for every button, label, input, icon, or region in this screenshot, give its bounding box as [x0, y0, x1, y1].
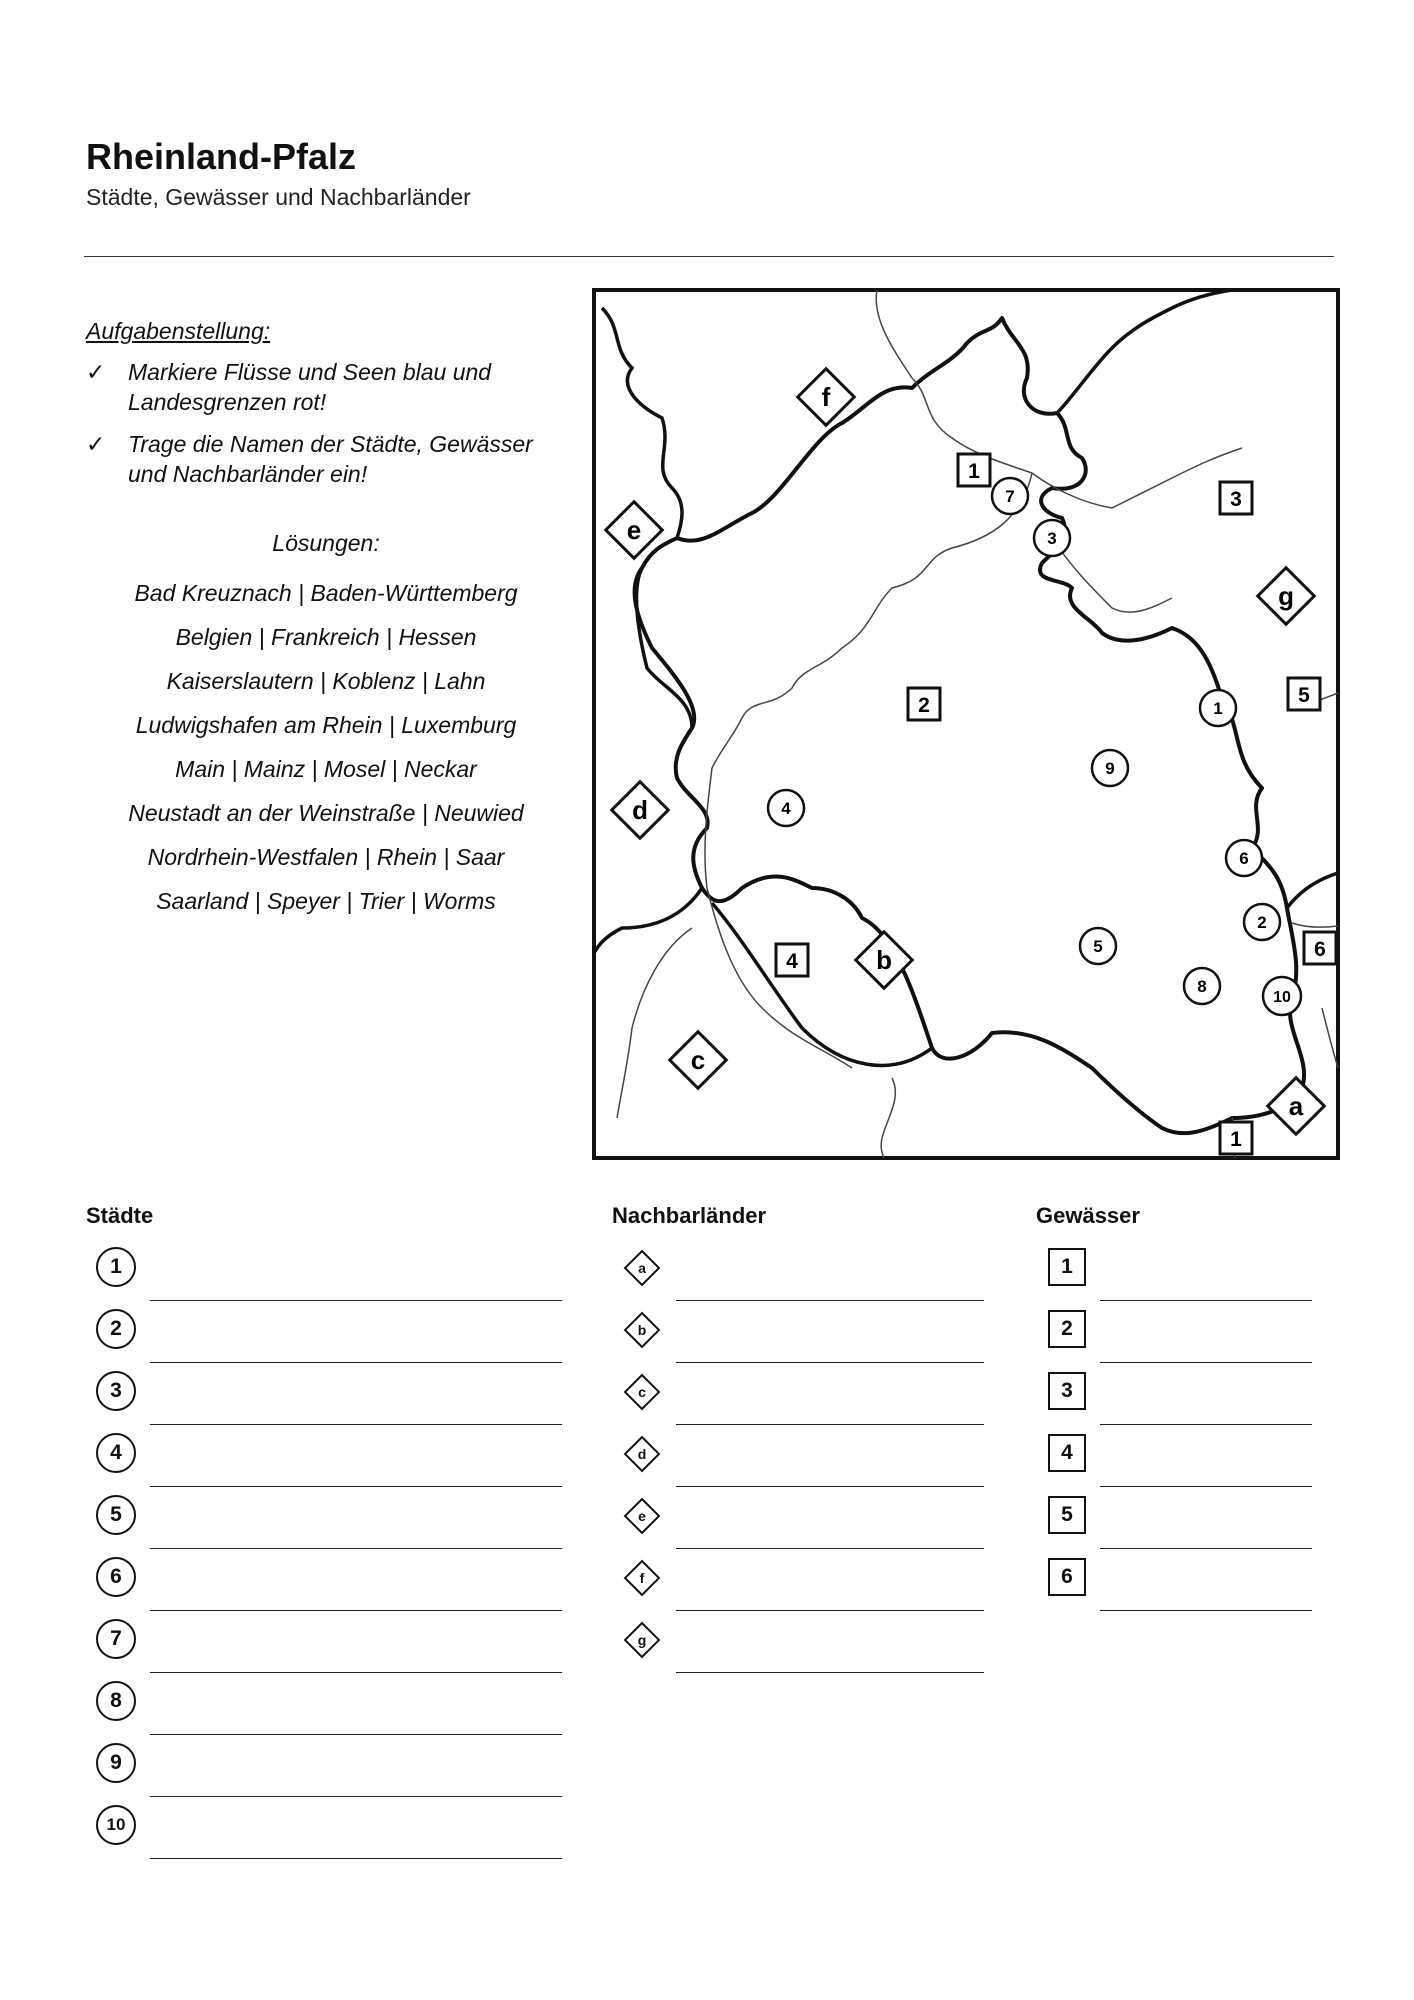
checkmark-icon: ✓ [86, 431, 106, 457]
city-number: 8 [96, 1681, 136, 1721]
water-answer-line[interactable] [1100, 1362, 1312, 1363]
city-marker-label: 5 [1093, 937, 1103, 956]
water-number: 5 [1048, 1496, 1086, 1534]
city-marker [1034, 520, 1070, 556]
task-item [86, 429, 566, 489]
city-marker-label: 2 [1257, 913, 1267, 932]
water-number: 4 [1048, 1434, 1086, 1472]
city-number: 5 [96, 1495, 136, 1535]
checkmark-icon: ✓ [86, 359, 106, 385]
city-answer-line[interactable] [150, 1362, 562, 1363]
water-answer-line[interactable] [1100, 1424, 1312, 1425]
water-marker-label: 4 [786, 950, 798, 973]
country-marker-label: b [876, 945, 892, 975]
task-heading: Aufgabenstellung: [86, 318, 271, 344]
city-marker-label: 4 [781, 799, 791, 818]
city-marker-label: 7 [1005, 487, 1015, 506]
city-marker [1263, 977, 1301, 1015]
country-letter-label: c [638, 1384, 646, 1400]
city-number: 1 [96, 1247, 136, 1287]
city-marker-label: 6 [1239, 849, 1249, 868]
country-letter [624, 1436, 661, 1473]
city-number: 9 [96, 1743, 136, 1783]
solutions-line: Saarland | Speyer | Trier | Worms [156, 888, 496, 914]
water-number: 1 [1048, 1248, 1086, 1286]
city-answer-line[interactable] [150, 1672, 562, 1673]
city-number: 7 [96, 1619, 136, 1659]
country-letter [624, 1560, 661, 1597]
solutions-line: Ludwigshafen am Rhein | Luxemburg [135, 712, 517, 738]
solutions-heading: Lösungen: [272, 530, 380, 556]
city-marker [992, 478, 1028, 514]
water-number: 3 [1048, 1372, 1086, 1410]
city-answer-line[interactable] [150, 1548, 562, 1549]
city-marker [768, 790, 804, 826]
country-letter-label: g [637, 1632, 647, 1648]
city-number: 4 [96, 1433, 136, 1473]
task-item [86, 357, 566, 417]
city-answer-line[interactable] [150, 1858, 562, 1859]
country-letter-label: b [637, 1322, 647, 1338]
country-answer-line[interactable] [676, 1424, 984, 1425]
city-marker [1092, 750, 1128, 786]
country-marker-label: c [690, 1045, 706, 1075]
country-letter-label: a [638, 1260, 646, 1276]
country-letter [624, 1622, 661, 1659]
water-marker-label: 1 [1230, 1128, 1242, 1151]
country-letter [624, 1312, 661, 1349]
country-letter [624, 1498, 661, 1535]
country-answer-line[interactable] [676, 1300, 984, 1301]
water-marker-label: 5 [1298, 684, 1310, 707]
cities-heading: Städte [86, 1203, 154, 1228]
solutions-line: Main | Mainz | Mosel | Neckar [175, 756, 477, 782]
city-number: 2 [96, 1309, 136, 1349]
city-answer-line[interactable] [150, 1424, 562, 1425]
country-marker-label: g [1278, 581, 1294, 611]
city-marker-label: 9 [1105, 759, 1115, 778]
city-marker [1226, 840, 1262, 876]
country-letter-label: f [639, 1570, 645, 1586]
water-answer-line[interactable] [1100, 1548, 1312, 1549]
solutions-line: Nordrhein-Westfalen | Rhein | Saar [147, 844, 505, 870]
task-item-text: Markiere Flüsse und Seen blau und Landesgrenzen rot! [128, 359, 492, 415]
city-marker [1244, 904, 1280, 940]
city-marker [1184, 968, 1220, 1004]
water-marker-label: 6 [1314, 938, 1326, 961]
country-answer-line[interactable] [676, 1548, 984, 1549]
water-number: 6 [1048, 1558, 1086, 1596]
country-marker-label: e [626, 515, 642, 545]
city-marker [1080, 928, 1116, 964]
solutions-line: Kaiserslautern | Koblenz | Lahn [166, 668, 486, 694]
city-number: 6 [96, 1557, 136, 1597]
water-marker [776, 944, 808, 976]
water-marker-label: 3 [1230, 488, 1242, 511]
countries-heading: Nachbarländer [612, 1203, 767, 1228]
city-answer-line[interactable] [150, 1796, 562, 1797]
water-marker [908, 688, 940, 720]
solutions-line: Bad Kreuznach | Baden-Württemberg [134, 580, 518, 606]
city-answer-line[interactable] [150, 1486, 562, 1487]
country-answer-line[interactable] [676, 1362, 984, 1363]
header-divider [84, 256, 1334, 257]
country-letter-label: e [638, 1508, 646, 1524]
water-marker [1288, 678, 1320, 710]
country-answer-line[interactable] [676, 1672, 984, 1673]
water-answer-line[interactable] [1100, 1610, 1312, 1611]
water-marker [1220, 482, 1252, 514]
page-subtitle: Städte, Gewässer und Nachbarländer [86, 184, 471, 210]
solutions-line: Belgien | Frankreich | Hessen [175, 624, 477, 650]
map [592, 288, 1340, 1160]
water-marker-label: 1 [968, 460, 980, 483]
task-item-text: Trage die Namen der Städte, Gewässer und Nachbarländer ein! [128, 431, 533, 487]
solutions-line: Neustadt an der Weinstraße | Neuwied [128, 800, 524, 826]
country-marker-label: f [821, 382, 831, 412]
city-marker-label: 10 [1273, 989, 1291, 1006]
country-answer-line[interactable] [676, 1486, 984, 1487]
city-answer-line[interactable] [150, 1610, 562, 1611]
city-marker-label: 1 [1213, 699, 1223, 718]
water-marker [1304, 932, 1336, 964]
city-number: 10 [96, 1805, 136, 1845]
water-marker [958, 454, 990, 486]
city-answer-line[interactable] [150, 1734, 562, 1735]
city-answer-line[interactable] [150, 1300, 562, 1301]
country-marker-label: a [1288, 1091, 1304, 1121]
country-marker-label: d [632, 795, 648, 825]
country-letter [624, 1250, 661, 1287]
water-answer-line[interactable] [1100, 1486, 1312, 1487]
city-marker-label: 8 [1197, 977, 1207, 996]
city-marker [1200, 690, 1236, 726]
waters-heading: Gewässer [1036, 1203, 1140, 1228]
page-title: Rheinland-Pfalz [86, 136, 357, 177]
water-answer-line[interactable] [1100, 1300, 1312, 1301]
country-letter [624, 1374, 661, 1411]
task-section [86, 318, 566, 501]
city-number: 3 [96, 1371, 136, 1411]
water-marker-label: 2 [918, 694, 930, 717]
country-letter-label: d [637, 1446, 647, 1462]
water-number: 2 [1048, 1310, 1086, 1348]
water-marker [1220, 1122, 1252, 1154]
country-answer-line[interactable] [676, 1610, 984, 1611]
city-marker-label: 3 [1047, 529, 1057, 548]
